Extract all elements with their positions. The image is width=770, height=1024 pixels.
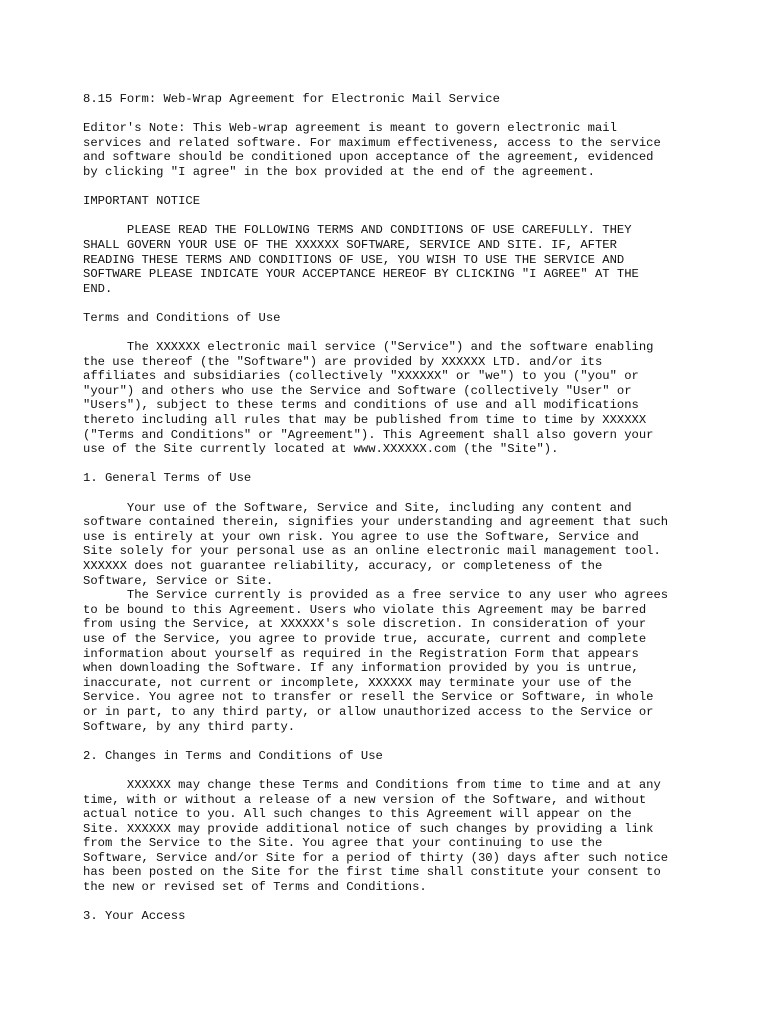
spacer [83, 326, 723, 341]
text-line: the new or revised set of Terms and Conditions. [83, 880, 427, 895]
text-line: services and related software. For maximum effectiveness, access to the service [83, 135, 661, 150]
text-line: "Users"), subject to these terms and conditions of use and all modifications [83, 398, 639, 413]
text-line: READING THESE TERMS AND CONDITIONS OF USE, YOU WISH TO USE THE SERVICE AND [83, 252, 625, 267]
text-line: END. [83, 281, 113, 296]
spacer [83, 180, 723, 195]
text-line: "your") and others who use the Service and Software (collectively "User" or [83, 383, 632, 398]
document-page [83, 92, 723, 924]
text-line: The Service currently is provided as a free service to any user who agrees [83, 588, 669, 603]
text-line: when downloading the Software. If any information provided by you is untrue, [83, 661, 639, 676]
text-line: time, with or without a release of a new version of the Software, and without [83, 792, 647, 807]
text-line: Service. You agree not to transfer or resell the Service or Software, in whole [83, 690, 654, 705]
spacer [83, 209, 723, 224]
text-line: the use thereof (the "Software") are provided by XXXXXX LTD. and/or its [83, 354, 603, 369]
important-notice-body [83, 223, 723, 296]
spacer [83, 457, 723, 472]
editors-note [83, 121, 723, 179]
text-line: or in part, to any third party, or allow unauthorized access to the Service or [83, 704, 654, 719]
important-notice-heading: IMPORTANT NOTICE [83, 194, 201, 209]
section-2-body [83, 778, 723, 895]
text-line: Software, by any third party. [83, 719, 296, 734]
section-2-heading: 2. Changes in Terms and Conditions of Use [83, 748, 383, 763]
text-line: affiliates and subsidiaries (collectively "XXXXXX" or "we") to you ("you" or [83, 369, 639, 384]
text-line: from using the Service, at XXXXXX's sole discretion. In consideration of your [83, 617, 647, 632]
text-line: XXXXXX does not guarantee reliability, accuracy, or completeness of the [83, 559, 603, 573]
text-line: Your use of the Software, Service and Site, including any content and [83, 500, 632, 515]
spacer [83, 734, 723, 749]
section-1-body [83, 501, 723, 735]
text-line: inaccurate, not current or incomplete, XXXXXX may terminate your use of the [83, 675, 632, 690]
text-line: Site. XXXXXX may provide additional notice of such changes by providing a link [83, 821, 654, 836]
text-line: SHALL GOVERN YOUR USE OF THE XXXXXX SOFTWARE, SERVICE AND SITE. IF, AFTER [83, 237, 617, 252]
section-1-heading: 1. General Terms of Use [83, 471, 252, 486]
text-line: use is entirely at your own risk. You agree to use the Software, Service and [83, 529, 639, 544]
text-line: software contained therein, signifies your understanding and agreement that such [83, 515, 669, 530]
text-line: and software should be conditioned upon acceptance of the agreement, evidenced [83, 150, 654, 165]
spacer [83, 486, 723, 501]
spacer [83, 107, 723, 122]
terms-body [83, 340, 723, 457]
text-line: Software, Service or Site. [83, 573, 274, 588]
text-line: to be bound to this Agreement. Users who violate this Agreement may be barred [83, 602, 647, 617]
text-line: ("Terms and Conditions" or "Agreement"). This Agreement shall also govern your [83, 427, 654, 442]
text-line: SOFTWARE PLEASE INDICATE YOUR ACCEPTANCE HEREOF BY CLICKING "I AGREE" AT THE [83, 267, 639, 282]
text-line: Site solely for your personal use as an online electronic mail management tool. [83, 544, 661, 559]
text-line: use of the Service, you agree to provide true, accurate, current and complete [83, 631, 647, 646]
text-line: information about yourself as required in the Registration Form that appears [83, 646, 639, 661]
text-line: from the Service to the Site. You agree that your continuing to use the [83, 836, 603, 851]
text-line: XXXXXX may change these Terms and Conditions from time to time and at any [83, 777, 661, 792]
text-line: actual notice to you. All such changes to this Agreement will appear on the [83, 807, 632, 822]
terms-heading: Terms and Conditions of Use [83, 310, 281, 325]
spacer [83, 296, 723, 311]
text-line: thereto including all rules that may be published from time to time by XXXXXX [83, 413, 647, 428]
text-line: by clicking "I agree" in the box provided at the end of the agreement. [83, 164, 595, 179]
spacer [83, 895, 723, 910]
section-3-heading: 3. Your Access [83, 909, 186, 924]
text-line: use of the Site currently located at www.XXXXXX.com (the "Site"). [83, 442, 559, 457]
text-line: The XXXXXX electronic mail service ("Service") and the software enabling [83, 340, 654, 355]
text-line: PLEASE READ THE FOLLOWING TERMS AND CONDITIONS OF USE CAREFULLY. THEY [83, 223, 632, 238]
text-line: Software, Service and/or Site for a period of thirty (30) days after such notice [83, 850, 669, 865]
spacer [83, 763, 723, 778]
text-line: Editor's Note: This Web-wrap agreement is meant to govern electronic mail [83, 121, 617, 136]
document-title: 8.15 Form: Web-Wrap Agreement for Electronic Mail Service [83, 92, 500, 106]
text-line: has been posted on the Site for the first time shall constitute your consent to [83, 865, 661, 880]
